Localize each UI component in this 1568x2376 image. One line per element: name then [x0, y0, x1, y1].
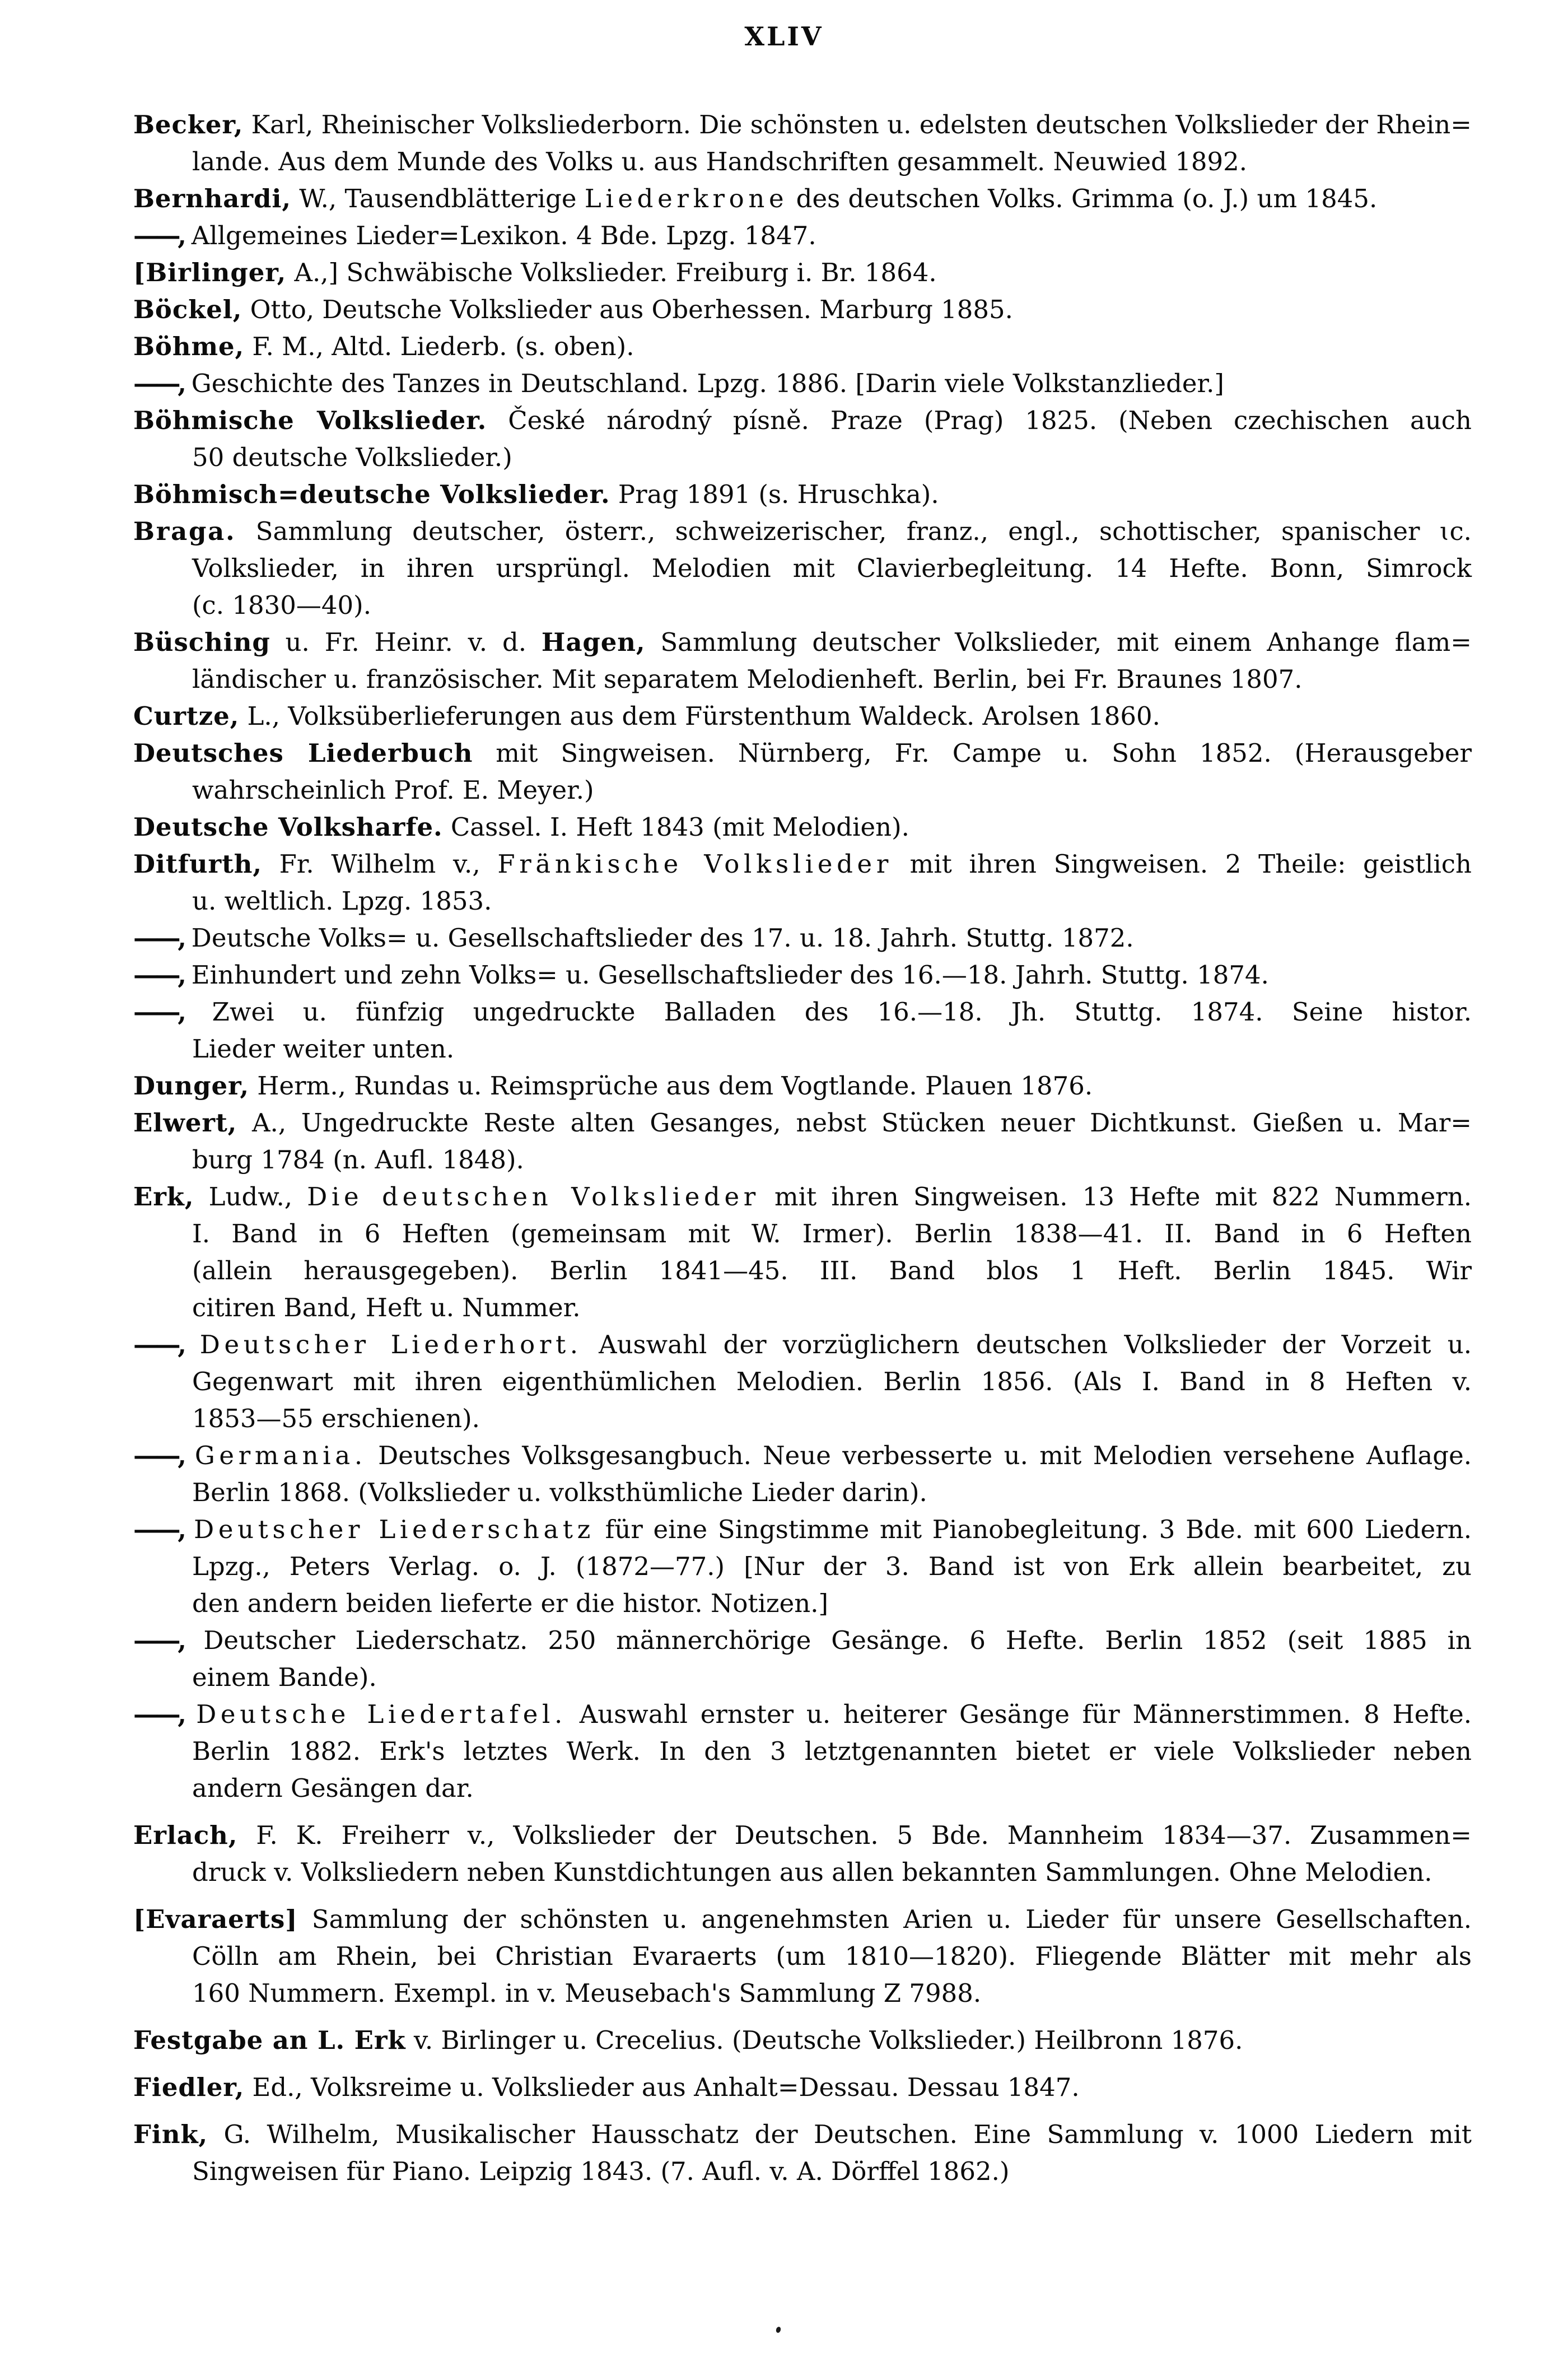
entry-line	[133, 2022, 1472, 2059]
text-segment: Cölln am Rhein, bei Christian Evaraerts (um 1810—1820). Fliegende Blätter mit mehr als	[192, 1941, 1472, 1971]
entry-line	[133, 402, 1472, 439]
entry-line	[133, 1854, 1472, 1891]
entry-line	[133, 1437, 1472, 1474]
text-segment: Geschichte des Tanzes in Deutschland. Lpzg. 1886. [Darin viele Volkstanzlieder.]	[183, 369, 1224, 398]
entry-lead: Ditfurth,	[133, 849, 262, 879]
text-segment: 160 Nummern. Exempl. in v. Meusebach's Sammlung Z 7988.	[192, 1978, 982, 2008]
entry-line	[133, 1938, 1472, 1975]
repeat-author-dash: ——,	[133, 1441, 184, 1470]
text-segment: Deutsches Volksgesangbuch. Neue verbesserte u. mit Melodien versehene Auflage.	[366, 1441, 1472, 1470]
text-segment	[183, 1699, 196, 1729]
entry	[133, 513, 1472, 624]
text-segment: Ludw.,	[194, 1182, 307, 1212]
entry-line	[133, 1363, 1472, 1400]
repeat-author-dash: ——,	[133, 1625, 184, 1655]
text-segment: Deutscher Liederschatz	[194, 1515, 595, 1544]
text-segment: Auswahl ernster u. heiterer Gesänge für Männerstimmen. 8 Hefte.	[567, 1699, 1472, 1729]
entry	[133, 624, 1472, 698]
entry	[133, 846, 1472, 920]
text-segment: A., Ungedruckte Reste alten Gesanges, nebst Stücken neuer Dichtkunst. Gießen u. Mar=	[237, 1108, 1472, 1138]
entry-lead: Bernhardi,	[133, 184, 291, 213]
entry-lead: Festgabe an L. Erk	[133, 2025, 406, 2055]
text-segment: W., Tausendblätterige	[291, 184, 585, 213]
entry-line	[133, 1696, 1472, 1733]
text-segment: L., Volksüberlieferungen aus dem Fürstenthum Waldeck. Arolsen 1860.	[239, 701, 1160, 731]
text-segment: Sammlung der schönsten u. angenehmsten Arien u. Lieder für unsere Gesellschaften.	[297, 1904, 1472, 1934]
entry	[133, 402, 1472, 476]
repeat-author-dash: ——,	[133, 997, 184, 1027]
repeat-author-dash: ——,	[133, 1515, 184, 1544]
entry-line	[133, 550, 1472, 587]
entry-line	[133, 1068, 1472, 1105]
entry-line	[133, 1622, 1472, 1659]
text-segment: Fr. Wilhelm v.,	[262, 849, 498, 879]
entry-line	[133, 1659, 1472, 1696]
text-segment: ländischer u. französischer. Mit separatem Melodienheft. Berlin, bei Fr. Braunes 1807.	[192, 664, 1303, 694]
entry-line	[133, 772, 1472, 809]
text-segment: mit Singweisen. Nürnberg, Fr. Campe u. Sohn 1852. (Herausgeber	[473, 738, 1472, 768]
entry-lead: Becker,	[133, 110, 244, 139]
text-segment	[183, 1441, 194, 1470]
text-segment: Deutscher Liederschatz. 250 männerchörige Gesänge. 6 Hefte. Berlin 1852 (seit 1885 in	[183, 1625, 1472, 1655]
entry-lead: [Birlinger,	[133, 258, 287, 287]
text-segment: G. Wilhelm, Musikalischer Hausschatz der Deutschen. Eine Sammlung v. 1000 Liedern mit	[208, 2119, 1472, 2149]
bibliography-entries	[133, 106, 1472, 2190]
entry	[133, 1437, 1472, 1511]
entry	[133, 1511, 1472, 1622]
entry-line	[133, 1142, 1472, 1178]
text-segment: Deutsche Liedertafel.	[196, 1699, 567, 1729]
entry	[133, 180, 1472, 217]
entry-line	[133, 180, 1472, 217]
entry	[133, 217, 1472, 254]
entry-line	[133, 291, 1472, 328]
entry-line	[133, 328, 1472, 365]
text-segment: mit ihren Singweisen. 2 Theile: geistlich	[893, 849, 1472, 879]
entry-lead: Erk,	[133, 1182, 194, 1212]
entry-lead: Elwert,	[133, 1108, 237, 1138]
entry-line	[133, 1215, 1472, 1252]
entry-line	[133, 1400, 1472, 1437]
text-segment: Otto, Deutsche Volkslieder aus Oberhessen. Marburg 1885.	[242, 295, 1013, 324]
text-segment: České národný písně. Praze	[487, 406, 924, 435]
text-segment: andern Gesängen dar.	[192, 1773, 474, 1803]
entry-line	[133, 439, 1472, 476]
entry-line	[133, 994, 1472, 1031]
entry	[133, 291, 1472, 328]
entry	[133, 698, 1472, 735]
text-segment: Volkslieder, in ihren ursprüngl. Melodien mit Clavierbegleitung. 14 Hefte. Bonn, Simrock	[192, 553, 1472, 583]
entry-line	[133, 476, 1472, 513]
text-segment: Deutscher Liederhort.	[199, 1330, 582, 1359]
text-segment: den andern beiden lieferte er die histor. Notizen.]	[192, 1588, 829, 1618]
entry-line	[133, 1326, 1472, 1363]
text-segment: Prag 1891 (s. Hruschka).	[610, 479, 939, 509]
entry-line	[133, 1817, 1472, 1854]
entry-line	[133, 254, 1472, 291]
text-segment: I. Band in 6 Heften (gemeinsam mit W. Irmer). Berlin 1838—41. II. Band in 6 Heften	[192, 1219, 1472, 1248]
text-segment: Einhundert und zehn Volks= u. Gesellschaftslieder des 16.—18. Jahrh. Stuttg. 1874.	[183, 960, 1269, 990]
text-segment: Allgemeines Lieder=Lexikon. 4 Bde. Lpzg. 1847.	[183, 221, 816, 250]
entry	[133, 957, 1472, 994]
text-segment: F. K. Freiherr v., Volkslieder der Deutschen. 5 Bde. Mannheim 1834—37. Zusammen=	[237, 1820, 1472, 1850]
entry	[133, 2022, 1472, 2059]
entry-line	[133, 661, 1472, 698]
entry-lead: Böhmische Volkslieder.	[133, 406, 487, 435]
entry	[133, 106, 1472, 180]
text-segment: Liederkrone	[584, 184, 788, 213]
text-segment: citiren Band, Heft u. Nummer.	[192, 1293, 581, 1322]
entry-lead: Hagen,	[541, 627, 646, 657]
text-segment: Gegenwart mit ihren eigenthümlichen Melodien. Berlin 1856. (Als I. Band in 8 Heften v.	[192, 1367, 1472, 1396]
text-segment: Lieder weiter unten.	[192, 1034, 455, 1064]
text-segment: Germania.	[194, 1441, 367, 1470]
entry-line	[133, 2116, 1472, 2153]
entry-line	[133, 2153, 1472, 2190]
entry-lead: Büsching	[133, 627, 270, 657]
text-segment: Karl, Rheinischer Volksliederborn. Die schönsten u. edelsten deutschen Volkslieder der Rhein=	[243, 110, 1472, 139]
entry-line	[133, 106, 1472, 143]
entry-lead: Curtze,	[133, 701, 240, 731]
entry	[133, 476, 1472, 513]
entry-lead: Dunger,	[133, 1071, 249, 1101]
text-segment	[183, 1515, 194, 1544]
text-segment: 1853—55 erschienen).	[192, 1404, 480, 1433]
entry-line	[133, 1901, 1472, 1938]
text-segment: Cassel. I. Heft 1843 (mit Melodien).	[442, 812, 909, 842]
text-segment: einem Bande).	[192, 1662, 377, 1692]
text-segment: Berlin 1882. Erk's letztes Werk. In den 3 letztgenannten bietet er viele Volkslieder neben	[192, 1736, 1472, 1766]
entry	[133, 254, 1472, 291]
text-segment: Herm., Rundas u. Reimsprüche aus dem Vogtlande. Plauen 1876.	[249, 1071, 1093, 1101]
text-segment: des deutschen Volks. Grimma (o. J.) um 1845.	[788, 184, 1378, 213]
entry-line	[133, 1975, 1472, 2012]
entry	[133, 1326, 1472, 1437]
text-segment: für eine Singstimme mit Pianobegleitung. 3 Bde. mit 600 Liedern.	[595, 1515, 1472, 1544]
stray-ink-dot	[775, 2326, 781, 2333]
entry	[133, 328, 1472, 365]
entry-line	[133, 513, 1472, 550]
text-segment: Zwei u. fünfzig ungedruckte Balladen des 16.—18. Jh. Stuttg. 1874. Seine histor.	[183, 997, 1472, 1027]
entry-line	[133, 365, 1472, 402]
entry-line	[133, 920, 1472, 957]
repeat-author-dash: ——,	[133, 1699, 184, 1729]
text-segment: wahrscheinlich Prof. E. Meyer.)	[192, 775, 594, 805]
entry-line	[133, 1178, 1472, 1215]
entry-line	[133, 1511, 1472, 1548]
entry-line	[133, 698, 1472, 735]
text-segment: v. Birlinger u. Crecelius. (Deutsche Volkslieder.) Heilbronn 1876.	[405, 2025, 1243, 2055]
text-segment: (Prag) 1825. (Neben czechischen auch	[923, 406, 1472, 435]
text-segment: (c. 1830—40).	[192, 590, 372, 620]
text-segment: (allein herausgegeben). Berlin 1841—45. III. Band blos 1 Heft. Berlin 1845. Wir	[192, 1256, 1472, 1285]
text-segment	[183, 1330, 199, 1359]
entry-line	[133, 1252, 1472, 1289]
text-segment: F. M., Altd. Liederb. (s. oben).	[244, 332, 634, 361]
text-segment: u. weltlich. Lpzg. 1853.	[192, 886, 492, 916]
repeat-author-dash: ——,	[133, 923, 184, 953]
repeat-author-dash: ——,	[133, 960, 184, 990]
text-segment: Berlin 1868. (Volkslieder u. volksthümliche Lieder darin).	[192, 1478, 927, 1507]
entry	[133, 1622, 1472, 1696]
text-segment: u. Fr. Heinr. v. d.	[270, 627, 542, 657]
entry-lead: Deutsches Liederbuch	[133, 738, 473, 768]
entry-lead: Braga.	[133, 516, 236, 546]
entry-line	[133, 2069, 1472, 2106]
entry-lead: [Evaraerts]	[133, 1904, 298, 1934]
entry	[133, 2116, 1472, 2190]
entry-line	[133, 1289, 1472, 1326]
text-segment: Deutsche Volks= u. Gesellschaftslieder des 17. u. 18. Jahrh. Stuttg. 1872.	[183, 923, 1134, 953]
text-segment: Die deutschen Volkslieder	[307, 1182, 760, 1212]
text-segment: Sammlung deutscher, österr., schweizerischer, franz., engl., schottischer, spanischer ɩc.	[236, 516, 1472, 546]
entry-line	[133, 143, 1472, 180]
entry-lead: Böckel,	[133, 295, 242, 324]
entry-lead: Böhmisch=deutsche Volkslieder.	[133, 479, 610, 509]
entry-line	[133, 1733, 1472, 1770]
text-segment: mit ihren Singweisen. 13 Hefte mit 822 Nummern.	[759, 1182, 1472, 1212]
entry	[133, 1696, 1472, 1807]
entry-line	[133, 1548, 1472, 1585]
text-segment: Fränkische Volkslieder	[497, 849, 893, 879]
entry	[133, 365, 1472, 402]
text-segment: druck v. Volksliedern neben Kunstdichtungen aus allen bekannten Sammlungen. Ohne Melodien.	[192, 1857, 1432, 1887]
entry-line	[133, 1585, 1472, 1622]
entry-line	[133, 1105, 1472, 1142]
text-segment: Ed., Volksreime u. Volkslieder aus Anhalt=Dessau. Dessau 1847.	[244, 2072, 1080, 2102]
entry-lead: Deutsche Volksharfe.	[133, 812, 443, 842]
entry	[133, 920, 1472, 957]
entry	[133, 1901, 1472, 2012]
entry	[133, 1817, 1472, 1891]
entry	[133, 1105, 1472, 1178]
text-segment: 50 deutsche Volkslieder.)	[192, 442, 512, 472]
entry	[133, 2069, 1472, 2106]
entry-line	[133, 809, 1472, 846]
entry-line	[133, 1474, 1472, 1511]
text-segment: Singweisen für Piano. Leipzig 1843. (7. Aufl. v. A. Dörffel 1862.)	[192, 2156, 1010, 2186]
entry	[133, 809, 1472, 846]
entry-line	[133, 957, 1472, 994]
repeat-author-dash: ——,	[133, 1330, 184, 1359]
entry-line	[133, 217, 1472, 254]
entry-line	[133, 1031, 1472, 1068]
entry	[133, 994, 1472, 1068]
text-segment: lande. Aus dem Munde des Volks u. aus Handschriften gesammelt. Neuwied 1892.	[192, 147, 1248, 176]
entry-lead: Fiedler,	[133, 2072, 245, 2102]
entry-line	[133, 846, 1472, 883]
repeat-author-dash: ——,	[133, 221, 184, 250]
entry-line	[133, 587, 1472, 624]
entry-lead: Fink,	[133, 2119, 208, 2149]
entry-line	[133, 624, 1472, 661]
entry-line	[133, 735, 1472, 772]
page-number: XLIV	[744, 21, 824, 52]
text-segment: A.,] Schwäbische Volkslieder. Freiburg i. Br. 1864.	[286, 258, 937, 287]
entry	[133, 1178, 1472, 1326]
repeat-author-dash: ——,	[133, 369, 184, 398]
entry-lead: Erlach,	[133, 1820, 238, 1850]
entry-line	[133, 883, 1472, 920]
text-segment: Auswahl der vorzüglichern deutschen Volkslieder der Vorzeit u.	[582, 1330, 1472, 1359]
entry-lead: Böhme,	[133, 332, 245, 361]
text-segment: burg 1784 (n. Aufl. 1848).	[192, 1145, 524, 1175]
text-segment: Lpzg., Peters Verlag. o. J. (1872—77.) [Nur der 3. Band ist von Erk allein bearbeitet, zu	[192, 1552, 1472, 1581]
entry	[133, 735, 1472, 809]
entry-line	[133, 1770, 1472, 1807]
entry	[133, 1068, 1472, 1105]
text-segment: Sammlung deutscher Volkslieder, mit einem Anhange flam=	[645, 627, 1472, 657]
